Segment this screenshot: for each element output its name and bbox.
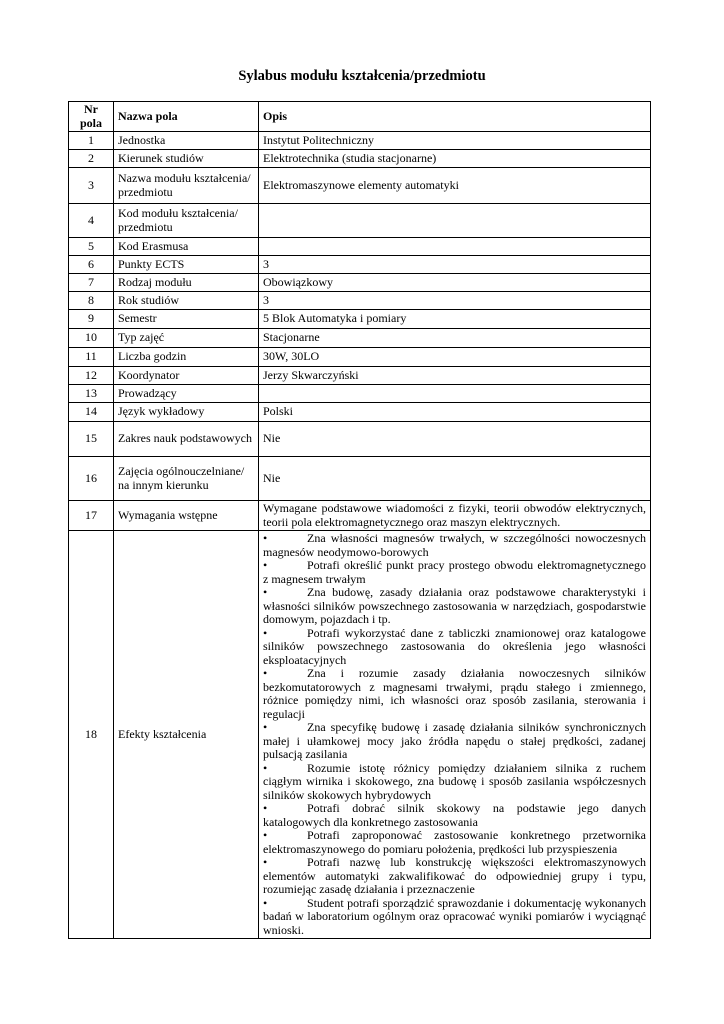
row-name: Wymagania wstępne: [114, 501, 259, 531]
effect-item: [263, 667, 646, 721]
row-name: Nazwa modułu kształcenia/ przedmiotu: [114, 168, 259, 204]
row-name: Rodzaj modułu: [114, 274, 259, 292]
table-row: [69, 238, 651, 256]
row-name: Zajęcia ogólnouczelniane/ na innym kierunku: [114, 457, 259, 501]
row-nr: 11: [69, 348, 114, 367]
syllabus-table: [68, 101, 651, 939]
row-nr: 10: [69, 329, 114, 348]
table-row: [69, 292, 651, 310]
row-nr: 5: [69, 238, 114, 256]
row-desc: Elektrotechnika (studia stacjonarne): [259, 150, 651, 168]
row-nr: 6: [69, 256, 114, 274]
row-desc: Nie: [259, 457, 651, 501]
page-title: Sylabus modułu kształcenia/przedmiotu: [238, 68, 486, 84]
row-nr: 4: [69, 204, 114, 238]
effect-item: [263, 829, 646, 856]
row-desc: Instytut Politechniczny: [259, 132, 651, 150]
row-nr: 3: [69, 168, 114, 204]
row-desc: [259, 238, 651, 256]
table-row: [69, 422, 651, 457]
bullet-icon: •: [263, 801, 268, 815]
effect-item: [263, 586, 646, 627]
bullet-icon: •: [263, 855, 268, 869]
row-desc: Nie: [259, 422, 651, 457]
row-desc: 30W, 30LO: [259, 348, 651, 367]
row-nr: 18: [69, 531, 114, 939]
row-name: Zakres nauk podstawowych: [114, 422, 259, 457]
effects-list: [259, 531, 651, 939]
effect-text: Rozumie istotę różnicy pomiędzy działaniem silnika z ruchem ciągłym wirnika i skokowego, zna budowę i sposób zasilania współczesnych silników skokowych hybrydowych: [263, 760, 646, 802]
table-row: [69, 310, 651, 329]
row-nr: 12: [69, 367, 114, 385]
table-row: [69, 501, 651, 531]
bullet-icon: •: [263, 585, 268, 599]
row-name: Kierunek studiów: [114, 150, 259, 168]
effect-text: Potrafi wykorzystać dane z tabliczki znamionowej oraz katalogowe silników powszechnego zastosowania do określenia jego własności eksploatacyjnych: [263, 625, 646, 667]
header-desc: Opis: [259, 102, 651, 132]
effect-item: [263, 532, 646, 559]
row-nr: 17: [69, 501, 114, 531]
table-row: [69, 329, 651, 348]
row-desc: [259, 204, 651, 238]
table-header-row: [69, 102, 651, 132]
header-name: Nazwa pola: [114, 102, 259, 132]
row-nr: 8: [69, 292, 114, 310]
row-name: Typ zajęć: [114, 329, 259, 348]
table-row: [69, 274, 651, 292]
row-name: Punkty ECTS: [114, 256, 259, 274]
bullet-icon: •: [263, 895, 268, 910]
table-row: [69, 348, 651, 367]
row-name: Efekty kształcenia: [114, 531, 259, 939]
effect-item: [263, 762, 646, 803]
effect-text: Zna specyfikę budowę i zasadę działania silników synchronicznych małej i ułamkowej mocy jako źródła napędu o stałej prędkości, zadanej pulsacją zasilania: [263, 720, 646, 761]
effect-item: [263, 559, 646, 586]
effect-item: [263, 856, 646, 897]
row-name: Rok studiów: [114, 292, 259, 310]
table-row: [69, 403, 651, 422]
table-row: [69, 168, 651, 204]
effect-text: Potrafi nazwę lub konstrukcję większości elektromaszynowych elementów automatyki zakwalifikować do odpowiedniej grupy i typu, rozumiejąc zasadę działania i przeznaczenie: [263, 855, 646, 896]
row-desc: Elektromaszynowe elementy automatyki: [259, 168, 651, 204]
effect-item: [263, 897, 646, 938]
row-nr: 14: [69, 403, 114, 422]
row-nr: 13: [69, 385, 114, 403]
row-name: Liczba godzin: [114, 348, 259, 367]
row-nr: 15: [69, 422, 114, 457]
bullet-icon: •: [263, 666, 268, 680]
row-nr: 2: [69, 150, 114, 168]
effect-text: Zna własności magnesów trwałych, w szczególności nowoczesnych magnesów neodymowo-borowych: [263, 531, 646, 559]
table-row-effects: [69, 531, 651, 939]
row-desc: Stacjonarne: [259, 329, 651, 348]
table-row: [69, 457, 651, 501]
row-desc: Jerzy Skwarczyński: [259, 367, 651, 385]
row-desc: Polski: [259, 403, 651, 422]
row-name: Semestr: [114, 310, 259, 329]
bullet-icon: •: [263, 828, 268, 842]
row-name: Język wykładowy: [114, 403, 259, 422]
row-desc: [259, 385, 651, 403]
bullet-icon: •: [263, 720, 268, 734]
effect-text: Potrafi dobrać silnik skokowy na podstawie jego danych katalogowych dla konkretnego zastosowania: [263, 801, 646, 829]
table-row: [69, 204, 651, 238]
table-row: [69, 256, 651, 274]
row-desc: Wymagane podstawowe wiadomości z fizyki, teorii obwodów elektrycznych, teorii pola elektromagnetycznego oraz maszyn elektrycznych.: [259, 501, 651, 531]
row-desc: 5 Blok Automatyka i pomiary: [259, 310, 651, 329]
row-name: Koordynator: [114, 367, 259, 385]
bullet-icon: •: [263, 531, 268, 545]
table-row: [69, 132, 651, 150]
row-name: Prowadzący: [114, 385, 259, 403]
bullet-icon: •: [263, 558, 268, 572]
row-desc: 3: [259, 292, 651, 310]
row-name: Jednostka: [114, 132, 259, 150]
effect-text: Zna i rozumie zasady działania nowoczesnych silników bezkomutatorowych z magnesami trwałymi, prądu stałego i zmiennego, różnice pomiędzy nimi, ich własności oraz sposób zasilania, sterowania i regulacji: [263, 666, 646, 721]
effect-text: Student potrafi sporządzić sprawozdanie i dokumentację wykonanych badań w laboratorium ogólnym oraz opracować wyniki pomiarów i wyciągnąć wnioski.: [263, 895, 646, 937]
table-row: [69, 150, 651, 168]
row-name: Kod modułu kształcenia/ przedmiotu: [114, 204, 259, 238]
row-nr: 9: [69, 310, 114, 329]
effect-item: [263, 627, 646, 668]
bullet-icon: •: [263, 625, 268, 640]
effect-text: Potrafi zaproponować zastosowanie konkretnego przetwornika elektromaszynowego do pomiaru położenia, prędkości lub przyspieszenia: [263, 828, 646, 856]
effect-item: [263, 802, 646, 829]
table-row: [69, 385, 651, 403]
effect-item: [263, 721, 646, 762]
effect-text: Potrafi określić punkt pracy prostego obwodu elektromagnetycznego z magnesem trwałym: [263, 558, 646, 586]
table-row: [69, 367, 651, 385]
row-nr: 7: [69, 274, 114, 292]
row-nr: 16: [69, 457, 114, 501]
row-desc: 3: [259, 256, 651, 274]
effect-text: Zna budowę, zasady działania oraz podstawowe charakterystyki i własności silników powszechnego zastosowania w narzędziach, gospodarstwie domowym, pojazdach i tp.: [263, 585, 646, 626]
bullet-icon: •: [263, 760, 268, 775]
row-nr: 1: [69, 132, 114, 150]
row-name: Kod Erasmusa: [114, 238, 259, 256]
row-desc: Obowiązkowy: [259, 274, 651, 292]
header-nr: Nr pola: [69, 102, 114, 132]
